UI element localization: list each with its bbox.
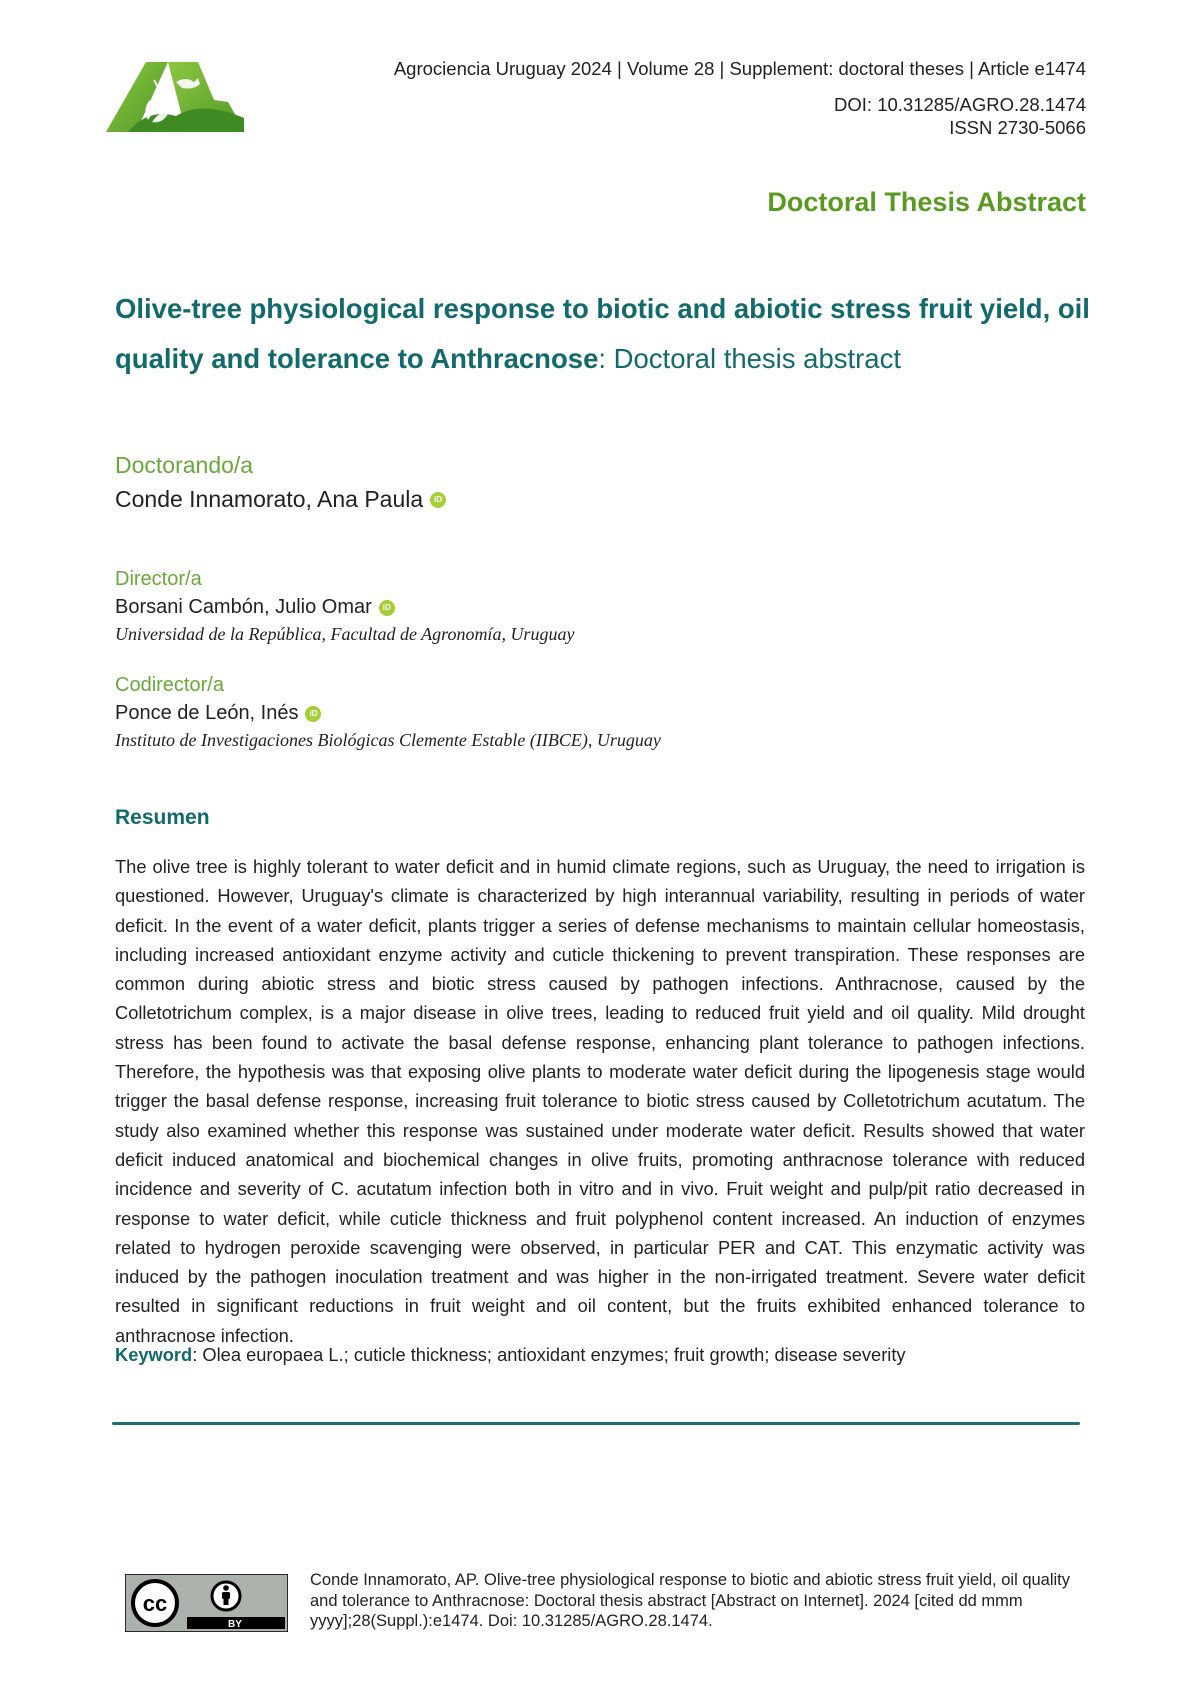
creative-commons-icon [133,1581,177,1625]
orcid-icon[interactable]: iD [379,600,395,616]
codirector-name-text: Ponce de León, Inés [115,702,299,724]
keywords-label: Keyword [115,1344,193,1365]
author-name-text: Conde Innamorato, Ana Paula [115,486,424,512]
issn: ISSN 2730-5066 [949,117,1086,138]
cc-logo-text: cc [142,1591,168,1616]
cc-by-license-badge[interactable] [125,1574,288,1632]
journal-citation-line: Agrociencia Uruguay 2024 | Volume 28 | Supplement: doctoral theses | Article e1474 [393,58,1086,79]
resumen-heading: Resumen [115,806,210,829]
author-name [115,486,446,513]
by-label: BY [228,1619,242,1630]
director-name-text: Borsani Cambón, Julio Omar [115,596,372,618]
attribution-icon [212,1582,240,1610]
citation-text: Conde Innamorato, AP. Olive-tree physiological response to biotic and abiotic stress fruit yield, oil quality and tolerance to Anthracnose: Doctoral thesis abstract [Abstract on Internet]. 2024 [cited dd mmm yyyy];28(Suppl.):e1474. Doi: 10.31285/AGRO.28.1474. [310,1571,1071,1630]
title-suffix: : Doctoral thesis abstract [598,343,901,374]
director-name [115,596,395,619]
keywords [115,1344,1095,1366]
divider [112,1422,1080,1425]
keywords-text: Olea europaea L.; cuticle thickness; antioxidant enzymes; fruit growth; disease severity [202,1344,906,1365]
codirector-name [115,702,321,725]
orcid-icon[interactable]: iD [430,492,446,508]
role-codirector: Codirector/a [115,674,224,696]
article-title [115,284,1105,384]
doi-link[interactable]: DOI: 10.31285/AGRO.28.1474 [834,94,1086,115]
section-label: Doctoral Thesis Abstract [767,187,1086,217]
journal-logo [98,60,244,140]
director-affiliation: Universidad de la República, Facultad de Agronomía, Uruguay [115,624,575,644]
keywords-separator: : [192,1344,203,1365]
title-main: Olive-tree physiological response to biotic and abiotic stress fruit yield, oil quality and tolerance to Anthracnose [115,293,1090,374]
codirector-affiliation: Instituto de Investigaciones Biológicas Clemente Estable (IIBCE), Uruguay [115,730,661,750]
abstract-text: The olive tree is highly tolerant to water deficit and in humid climate regions, such as Uruguay, the need to irrigation is questioned. However, Uruguay's climate is characterized by high interannual variability, resulting in periods of water deficit. In the event of a water deficit, plants trigger a series of defense mechanisms to maintain cellular homeostasis, including increased antioxidant enzyme activity and cuticle thickening to prevent transpiration. These responses are common during abiotic stress and biotic stress caused by pathogen infections. Anthracnose, caused by the Colletotrichum complex, is a major disease in olive trees, leading to reduced fruit yield and oil quality. Mild drought stress has been found to activate the basal defense response, enhancing plant tolerance to pathogen infections. Therefore, the hypothesis was that exposing olive plants to moderate water deficit during the lipogenesis stage would trigger the basal defense response, increasing fruit tolerance to biotic stress caused by Colletotrichum acutatum. The study also examined whether this response was sustained under moderate water deficit. Results showed that water deficit induced anatomical and biochemical changes in olive fruits, promoting anthracnose tolerance with reduced incidence and severity of C. acutatum infection both in vitro and in vivo. Fruit weight and pulp/pit ratio decreased in response to water deficit, while cuticle thickness and fruit polyphenol content increased. An induction of enzymes related to hydrogen peroxide scavenging were observed, in particular PER and CAT. This enzymatic activity was induced by the pathogen inoculation treatment and was higher in the non-irrigated treatment. Severe water deficit resulted in significant reductions in fruit weight and oil content, but the fruits exhibited enhanced tolerance to anthracnose infection. [115,856,1085,1346]
role-doctorando: Doctorando/a [115,452,254,478]
role-director: Director/a [115,568,202,590]
orcid-icon[interactable]: iD [305,706,321,722]
